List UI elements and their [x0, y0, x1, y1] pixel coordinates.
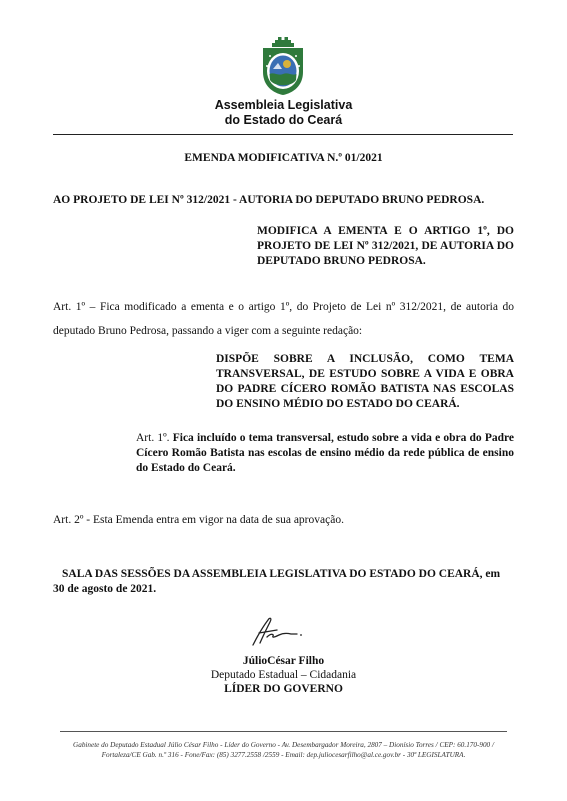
institution-name-line1: Assembleia Legislativa	[214, 98, 353, 112]
project-reference: AO PROJETO DE LEI Nº 312/2021 - AUTORIA DO DEPUTADO BRUNO PEDROSA.	[53, 194, 485, 206]
session-room-statement: SALA DAS SESSÕES DA ASSEMBLEIA LEGISLATIVA DO ESTADO DO CEARÁ, em 30 de agosto de 2021.	[53, 568, 501, 595]
signature-icon	[245, 615, 305, 649]
new-article-1-text: Fica incluído o tema transversal, estudo sobre a vida e obra do Padre Cícero Romão Batista nas escolas de ensino médio da rede pública de ensino do Estado do Ceará.	[136, 432, 514, 474]
article-1-paragraph: Art. 1º – Fica modificado a ementa e o artigo 1º, do Projeto de Lei nº 312/2021, de autoria do deputado Bruno Pedrosa, passando a viger com a seguinte redação:	[53, 301, 514, 337]
ementa-summary: MODIFICA A EMENTA E O ARTIGO 1º, DO PROJETO DE LEI Nº 312/2021, DE AUTORIA DO DEPUTADO BRUNO PEDROSA.	[257, 225, 514, 267]
footer-divider	[60, 731, 507, 732]
institution-name-line2: do Estado do Ceará	[224, 113, 343, 127]
new-article-1-prefix: Art. 1º.	[136, 432, 173, 444]
article-2-paragraph: Art. 2º - Esta Emenda entra em vigor na data de sua aprovação.	[53, 514, 344, 526]
header-divider	[53, 134, 513, 135]
new-ementa: DISPÕE SOBRE A INCLUSÃO, COMO TEMA TRANSVERSAL, DE ESTUDO SOBRE A VIDA E OBRA DO PADRE CÍCERO ROMÃO BATISTA NAS ESCOLAS DO ENSINO MÉDIO DO ESTADO DO CEARÁ.	[216, 353, 514, 410]
coat-of-arms-icon	[260, 36, 306, 96]
signatory-leadership: LÍDER DO GOVERNO	[224, 683, 343, 695]
signatory-role: Deputado Estadual – Cidadania	[210, 669, 357, 681]
signatory-name: JúlioCésar Filho	[242, 655, 325, 667]
footer-line2: Fortaleza/CE Gab. n.º 316 - Fone/Fax: (85) 3277.2558 /2559 - Email: dep.juliocesarfilho@al.ce.gov.br - 30ª LEGISLATURA.	[101, 751, 466, 759]
footer-line1: Gabinete do Deputado Estadual Júlio César Filho - Líder do Governo - Av. Desembargador Moreira, 2807 – Dionísio Torres / CEP: 60.170-900 /	[73, 741, 494, 749]
new-article-1	[136, 431, 514, 476]
document-title: EMENDA MODIFICATIVA N.º 01/2021	[184, 152, 383, 164]
